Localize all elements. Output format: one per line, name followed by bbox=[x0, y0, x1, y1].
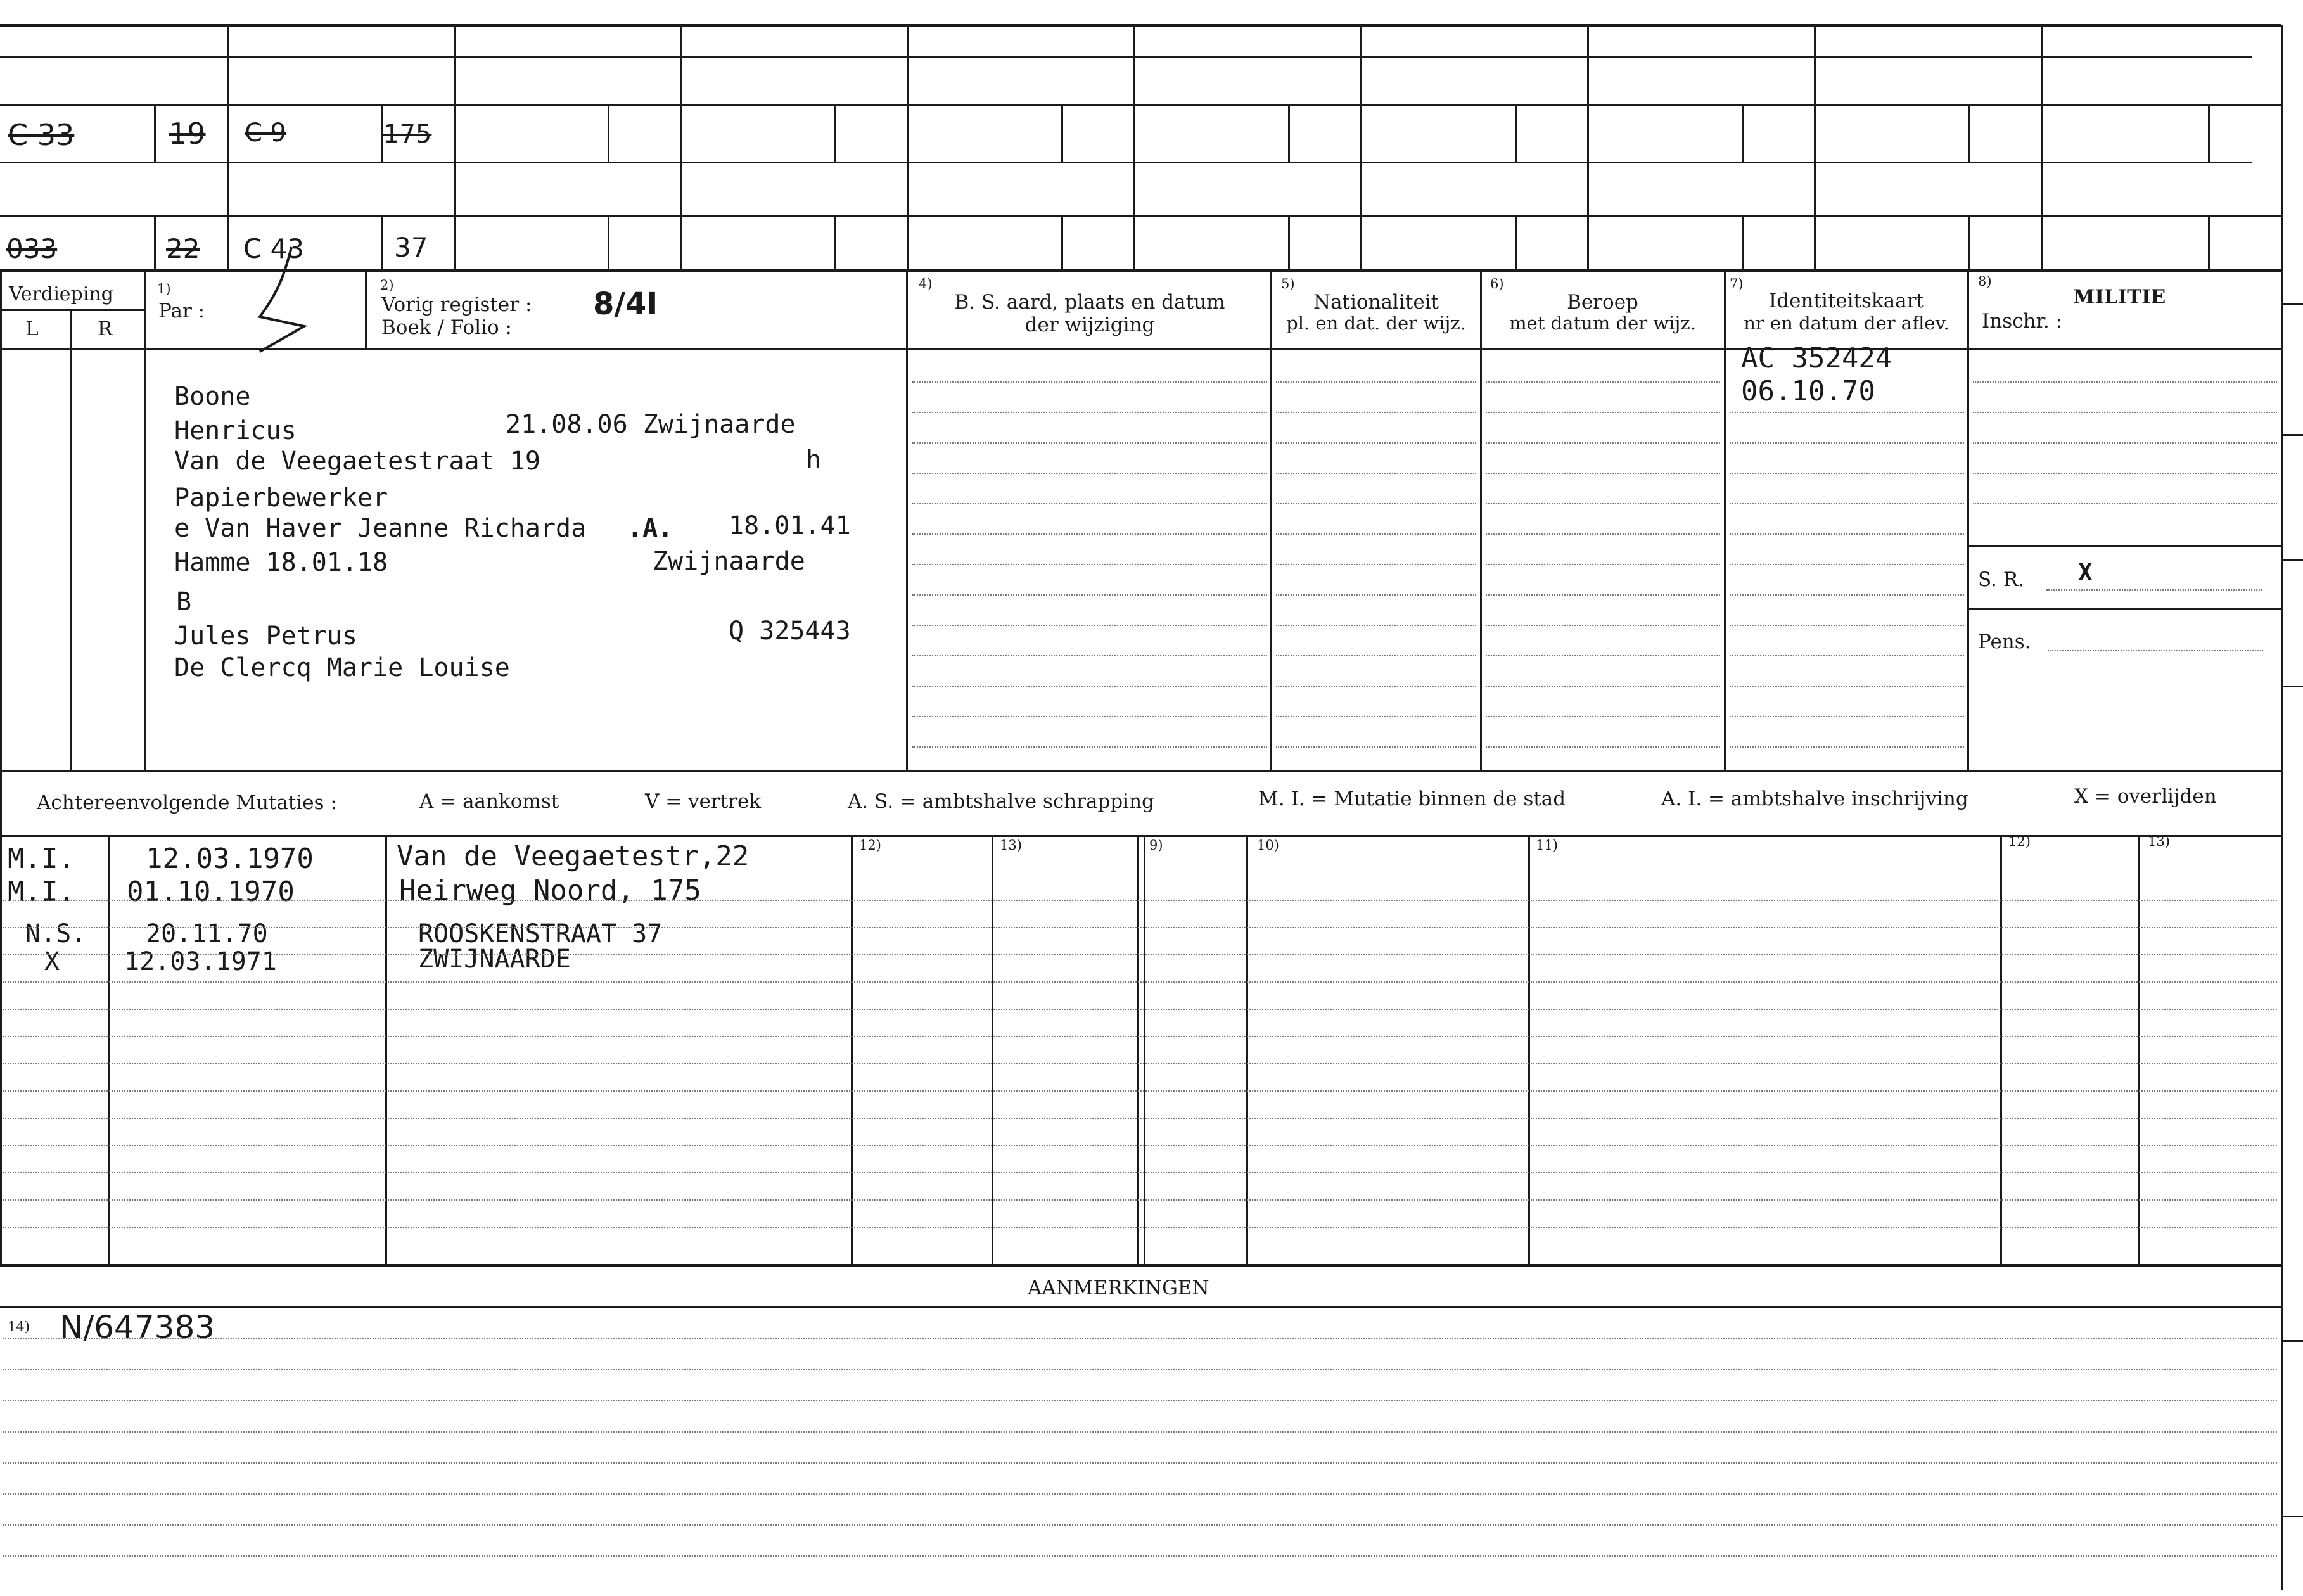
col-divider bbox=[144, 271, 146, 770]
grid-value: 19 bbox=[169, 117, 206, 151]
vorig-register-value: 8/4I bbox=[593, 286, 658, 322]
mutation-bottom-rule bbox=[0, 1264, 2281, 1267]
dotted-line bbox=[912, 594, 1267, 596]
grid-subcol bbox=[154, 105, 156, 162]
grid-subcol bbox=[1061, 217, 1063, 270]
id-number: AC 352424 bbox=[1741, 342, 1892, 374]
grid-value: 033 bbox=[6, 233, 58, 264]
identiteitskaart-header: Identiteitskaart bbox=[1769, 290, 1924, 312]
dotted-line bbox=[912, 655, 1267, 656]
dotted-line bbox=[1276, 533, 1476, 535]
nationaliteit-header: Nationaliteit bbox=[1313, 291, 1439, 314]
mutation-top-rule bbox=[0, 835, 2281, 837]
mutation-address: ROOSKENSTRAAT 37 bbox=[418, 919, 663, 948]
dotted-line bbox=[1276, 746, 1476, 748]
grid-col bbox=[227, 25, 229, 272]
dotted-line bbox=[1486, 564, 1720, 565]
grid-col bbox=[1814, 25, 1816, 272]
grid-subcol bbox=[834, 217, 836, 270]
grid-value: C 9 bbox=[245, 118, 287, 148]
address: Van de Veegaetestraat 19 bbox=[174, 447, 540, 476]
grid-rule bbox=[0, 56, 2252, 58]
dotted-line bbox=[1486, 716, 1720, 717]
top-rule bbox=[0, 24, 2281, 27]
col-divider bbox=[1270, 271, 1272, 770]
identiteitskaart-header-2: nr en datum der aflev. bbox=[1744, 312, 1949, 334]
grid-value: C 43 bbox=[243, 233, 305, 264]
dotted-line bbox=[3, 1431, 2277, 1433]
spouse-birth: Hamme 18.01.18 bbox=[174, 548, 388, 577]
mut-header-9: 9) bbox=[1149, 838, 1163, 853]
mutation-address: Van de Veegaetestr,22 bbox=[397, 840, 750, 872]
dotted-line bbox=[1276, 594, 1476, 596]
grid-rule bbox=[0, 162, 2252, 163]
dotted-line bbox=[3, 900, 2277, 901]
id-date: 06.10.70 bbox=[1741, 375, 1875, 407]
dotted-line bbox=[1486, 381, 1720, 383]
edge-tick bbox=[2283, 559, 2303, 561]
mut-header-13b: 13) bbox=[2148, 834, 2170, 849]
spouse-mark: .A. bbox=[627, 514, 673, 543]
legend-rule bbox=[0, 770, 2281, 772]
mutation-code: X bbox=[44, 947, 60, 976]
bs-header: B. S. aard, plaats en datum bbox=[954, 291, 1225, 314]
legend-a: A = aankomst bbox=[419, 790, 559, 813]
grid-subcol bbox=[1742, 105, 1744, 162]
dotted-line bbox=[3, 1462, 2277, 1464]
militie-rule bbox=[1967, 608, 2282, 610]
footnote-7: 7) bbox=[1730, 276, 1744, 291]
sr-dots bbox=[2046, 589, 2262, 591]
dotted-line bbox=[1730, 503, 1964, 504]
dotted-line bbox=[912, 686, 1267, 687]
pens-label: Pens. bbox=[1978, 630, 2031, 653]
grid-col bbox=[2041, 25, 2043, 272]
grid-subcol bbox=[1742, 217, 1744, 270]
legend-as: A. S. = ambtshalve schrapping bbox=[848, 790, 1154, 813]
grid-subcol bbox=[1968, 105, 1970, 162]
footnote-5: 5) bbox=[1281, 276, 1295, 291]
dotted-line bbox=[1730, 625, 1964, 626]
grid-rule bbox=[0, 215, 2281, 217]
dotted-line bbox=[3, 954, 2277, 955]
grid-col bbox=[1360, 25, 1362, 272]
dotted-line bbox=[912, 564, 1267, 565]
dotted-line bbox=[3, 1145, 2277, 1146]
dotted-line bbox=[912, 412, 1267, 413]
dotted-line bbox=[1276, 412, 1476, 413]
dotted-line bbox=[1486, 625, 1720, 626]
mut-header-10: 10) bbox=[1257, 838, 1279, 853]
mother: De Clercq Marie Louise bbox=[174, 653, 510, 682]
dotted-line bbox=[3, 1369, 2277, 1370]
col-divider bbox=[365, 271, 367, 350]
mutation-address: ZWIJNAARDE bbox=[418, 945, 571, 974]
grid-col bbox=[1587, 25, 1589, 272]
dotted-line bbox=[1730, 746, 1964, 748]
inschr-label: Inschr. : bbox=[1982, 310, 2063, 333]
dotted-line bbox=[1973, 503, 2277, 504]
dotted-line bbox=[912, 381, 1267, 383]
dotted-line bbox=[1486, 686, 1720, 687]
grid-value: 37 bbox=[394, 232, 428, 263]
dotted-line bbox=[1730, 442, 1964, 444]
legend-x: X = overlijden bbox=[2074, 785, 2217, 808]
dotted-line bbox=[3, 1009, 2277, 1010]
dotted-line bbox=[1973, 473, 2277, 474]
remarks-title: AANMERKINGEN bbox=[1028, 1277, 1209, 1299]
dotted-line bbox=[3, 1524, 2277, 1526]
dotted-line bbox=[1486, 473, 1720, 474]
boek-folio-label: Boek / Folio : bbox=[381, 316, 512, 339]
dotted-line bbox=[1276, 716, 1476, 717]
dotted-line bbox=[1276, 503, 1476, 504]
dotted-line bbox=[912, 746, 1267, 748]
nationaliteit-header-2: pl. en dat. der wijz. bbox=[1286, 312, 1466, 334]
dotted-line bbox=[912, 716, 1267, 717]
edge-tick bbox=[2283, 303, 2303, 305]
mut-header-11: 11) bbox=[1536, 838, 1558, 853]
right-border bbox=[2281, 25, 2283, 1590]
header-rule bbox=[0, 348, 2281, 350]
dotted-line bbox=[1276, 381, 1476, 383]
dotted-line bbox=[1730, 564, 1964, 565]
dotted-line bbox=[912, 503, 1267, 504]
pens-dots bbox=[2048, 650, 2263, 651]
grid-rule bbox=[0, 104, 2281, 106]
verdieping-label: Verdieping bbox=[9, 283, 113, 305]
dotted-line bbox=[3, 1172, 2277, 1173]
dotted-line bbox=[1486, 746, 1720, 748]
grid-col bbox=[907, 25, 909, 272]
dotted-line bbox=[3, 1227, 2277, 1228]
father-code: Q 325443 bbox=[729, 616, 851, 646]
beroep-header-2: met datum der wijz. bbox=[1509, 312, 1696, 334]
dotted-line bbox=[3, 1555, 2277, 1557]
edge-tick bbox=[2283, 1516, 2303, 1517]
r-label: R bbox=[98, 317, 113, 340]
dotted-line bbox=[1486, 412, 1720, 413]
grid-rule bbox=[0, 269, 2281, 272]
grid-value: 22 bbox=[166, 233, 200, 264]
spouse: e Van Haver Jeanne Richarda bbox=[174, 514, 587, 543]
father: Jules Petrus bbox=[174, 622, 357, 651]
dotted-line bbox=[912, 473, 1267, 474]
mutation-address: Heirweg Noord, 175 bbox=[399, 874, 701, 907]
grid-subcol bbox=[1968, 217, 1970, 270]
footnote-1: 1) bbox=[157, 281, 171, 297]
footnote-8: 8) bbox=[1978, 274, 1992, 289]
beroep-header: Beroep bbox=[1567, 291, 1638, 314]
grid-subcol bbox=[381, 217, 383, 270]
dotted-line bbox=[3, 1199, 2277, 1201]
dotted-line bbox=[3, 1493, 2277, 1495]
footnote-4: 4) bbox=[919, 276, 933, 291]
edge-tick bbox=[2283, 1340, 2303, 1342]
dotted-line bbox=[1276, 625, 1476, 626]
mutation-code: M.I. bbox=[8, 876, 75, 908]
grid-subcol bbox=[608, 105, 609, 162]
dotted-line bbox=[3, 981, 2277, 983]
sr-value: X bbox=[2078, 558, 2093, 586]
col-divider bbox=[1724, 271, 1726, 770]
grid-col bbox=[1133, 25, 1135, 272]
remarks-value: N/647383 bbox=[60, 1309, 215, 1346]
militie-rule bbox=[1967, 545, 2282, 547]
dotted-line bbox=[1486, 503, 1720, 504]
dotted-line bbox=[3, 1400, 2277, 1401]
dotted-line bbox=[3, 1036, 2277, 1037]
dotted-line bbox=[3, 1338, 2277, 1339]
dotted-line bbox=[1730, 533, 1964, 535]
mut-header-12b: 12) bbox=[2008, 834, 2031, 849]
footnote-2: 2) bbox=[380, 278, 394, 293]
sr-label: S. R. bbox=[1978, 568, 2025, 591]
mutation-date: 20.11.70 bbox=[146, 919, 268, 948]
birth: 21.08.06 Zwijnaarde bbox=[506, 410, 796, 439]
dotted-line bbox=[1276, 442, 1476, 444]
dotted-line bbox=[3, 1090, 2277, 1092]
vorig-register-label: Vorig register : bbox=[381, 293, 532, 316]
col-divider bbox=[906, 271, 908, 770]
grid-col bbox=[680, 25, 682, 272]
mutation-date: 12.03.1971 bbox=[124, 947, 277, 976]
dotted-line bbox=[1276, 473, 1476, 474]
col-divider bbox=[1480, 271, 1482, 770]
mut-header-13: 13) bbox=[1000, 838, 1022, 853]
mutation-date: 01.10.1970 bbox=[127, 876, 295, 908]
lr-divider bbox=[70, 310, 72, 770]
grid-subcol bbox=[2208, 105, 2210, 162]
grid-subcol bbox=[834, 105, 836, 162]
grid-subcol bbox=[1288, 105, 1290, 162]
address-mark: h bbox=[806, 445, 822, 475]
dotted-line bbox=[1730, 473, 1964, 474]
footnote-14: 14) bbox=[8, 1319, 30, 1334]
dotted-line bbox=[1973, 442, 2277, 444]
edge-tick bbox=[2283, 686, 2303, 687]
grid-subcol bbox=[2208, 217, 2210, 270]
l-label: L bbox=[25, 317, 39, 340]
dotted-line bbox=[1276, 686, 1476, 687]
dotted-line bbox=[3, 1118, 2277, 1119]
legend-v: V = vertrek bbox=[645, 790, 762, 813]
grid-subcol bbox=[381, 105, 383, 162]
grid-subcol bbox=[1515, 105, 1517, 162]
dotted-line bbox=[3, 927, 2277, 928]
b-mark: B bbox=[176, 587, 192, 616]
dotted-line bbox=[1730, 716, 1964, 717]
dotted-line bbox=[1730, 594, 1964, 596]
dotted-line bbox=[3, 1063, 2277, 1064]
remarks-rule bbox=[0, 1306, 2281, 1308]
spouse-place: Zwijnaarde bbox=[653, 547, 805, 576]
dotted-line bbox=[1486, 533, 1720, 535]
bs-header-2: der wijziging bbox=[1024, 314, 1155, 336]
firstname: Henricus bbox=[174, 416, 297, 445]
par-label: Par : bbox=[158, 300, 205, 322]
left-border bbox=[0, 271, 2, 1266]
dotted-line bbox=[1730, 412, 1964, 413]
mut-header-12: 12) bbox=[859, 838, 881, 853]
dotted-line bbox=[1486, 594, 1720, 596]
grid-subcol bbox=[608, 217, 609, 270]
mutation-code: N.S. bbox=[25, 919, 87, 948]
verdieping-rule bbox=[0, 309, 144, 311]
dotted-line bbox=[1486, 442, 1720, 444]
mutation-date: 12.03.1970 bbox=[146, 843, 314, 875]
legend-title: Achtereenvolgende Mutaties : bbox=[37, 791, 337, 814]
dotted-line bbox=[1730, 686, 1964, 687]
edge-tick bbox=[2283, 434, 2303, 436]
occupation: Papierbewerker bbox=[174, 483, 388, 513]
dotted-line bbox=[1486, 655, 1720, 656]
legend-ai: A. I. = ambtshalve inschrijving bbox=[1661, 788, 1968, 810]
dotted-line bbox=[1730, 655, 1964, 656]
grid-subcol bbox=[154, 217, 156, 270]
grid-subcol bbox=[1288, 217, 1290, 270]
spouse-date: 18.01.41 bbox=[729, 511, 851, 540]
grid-subcol bbox=[1061, 105, 1063, 162]
dotted-line bbox=[1973, 412, 2277, 413]
grid-col bbox=[454, 25, 456, 272]
legend-mi: M. I. = Mutatie binnen de stad bbox=[1258, 788, 1566, 810]
dotted-line bbox=[1973, 381, 2277, 383]
militie-header: MILITIE bbox=[2073, 286, 2166, 309]
col-divider bbox=[1967, 271, 1969, 770]
footnote-6: 6) bbox=[1490, 276, 1504, 291]
grid-value: C 33 bbox=[8, 118, 75, 152]
dotted-line bbox=[912, 625, 1267, 626]
dotted-line bbox=[1276, 564, 1476, 565]
grid-subcol bbox=[1515, 217, 1517, 270]
surname: Boone bbox=[174, 382, 251, 411]
dotted-line bbox=[912, 533, 1267, 535]
grid-value: 175 bbox=[383, 120, 432, 149]
dotted-line bbox=[1276, 655, 1476, 656]
dotted-line bbox=[912, 442, 1267, 444]
mutation-code: M.I. bbox=[8, 843, 75, 875]
